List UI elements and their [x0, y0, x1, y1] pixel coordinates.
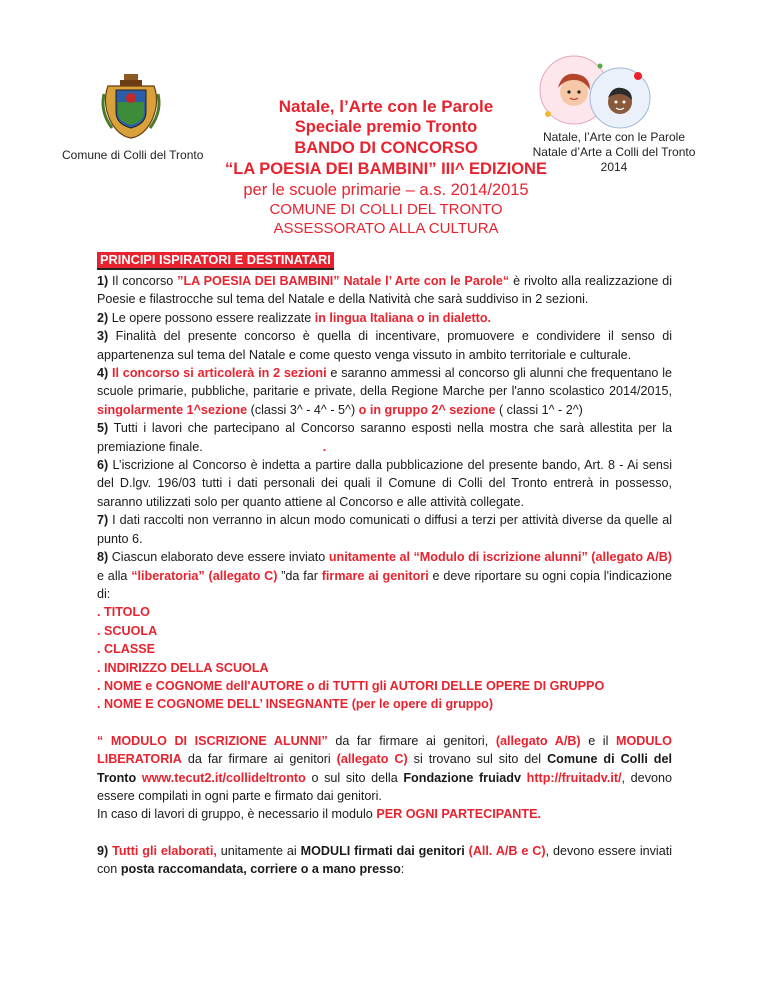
emphasis: MODULI firmati dai genitori	[300, 843, 465, 858]
list-item: . INDIRIZZO DELLA SCUOLA	[97, 660, 269, 675]
highlight: “liberatoria” (allegato C)	[131, 568, 278, 583]
text: In caso di lavori di gruppo, è necessario il modulo	[97, 807, 377, 822]
text: ”da far	[277, 568, 322, 583]
text: L’iscrizione al Concorso è indetta a partire dalla pubblicazione del presente bando, Art. 8 - Ai sensi del D.lgv. 196/03 tutti i dati personali dei quali il Comune di Colli del Tronto entrerà in possesso, saranno utilizzati solo per quanto attiene al Concorso e alle attività collegate.	[97, 458, 672, 509]
title-line-2: Speciale premio Tronto	[294, 118, 478, 136]
paragraph-number: 9)	[97, 843, 109, 858]
text: Finalità del presente concorso è quella di incentivare, promuovere e condividere il senso di appartenenza sul tema del Natale e come questo venga vissuto in ambito territoriale e culturale.	[97, 329, 672, 362]
paragraph-number: 2)	[97, 310, 109, 325]
text: Le opere possono essere realizzate	[108, 310, 315, 325]
fondazione-name: Fondazione fruiadv	[403, 770, 521, 785]
paragraph-1	[97, 272, 672, 309]
highlight: PER OGNI PARTECIPANTE.	[376, 807, 541, 822]
gruppo-paragraph	[97, 805, 672, 823]
highlight: singolarmente 1^sezione	[97, 402, 248, 417]
highlight: (All. A/B e C)	[468, 843, 546, 858]
paragraph-number: 5)	[97, 421, 109, 436]
title-line-6: COMUNE DI COLLI DEL TRONTO	[269, 201, 503, 218]
text: Ciascun elaborato deve essere inviato	[108, 550, 329, 565]
paragraph-8	[97, 548, 672, 603]
title-line-7: ASSESSORATO ALLA CULTURA	[273, 220, 499, 237]
comune-name: Comune di Colli del Tronto	[97, 752, 673, 785]
paragraph-4	[97, 364, 672, 419]
highlight: (allegato C)	[336, 752, 408, 767]
text: unitamente ai	[216, 843, 301, 858]
text: da far firmare ai genitori,	[327, 733, 496, 748]
requirements-list	[97, 603, 672, 713]
red-dot: .	[322, 439, 327, 454]
fondazione-link[interactable]: http://fruitadv.it/	[526, 770, 622, 785]
text: , devono essere inviati con	[97, 843, 673, 877]
title-block	[200, 96, 572, 238]
text: è rivolto alla realizzazione di Poesie e filastrocche sul tema del Natale e della Natività che sarà suddiviso in 2 sezioni.	[97, 274, 672, 307]
highlight: Il concorso si articolerà in 2 sezioni	[108, 366, 327, 381]
text: o sul sito della	[305, 770, 404, 785]
section-heading: PRINCIPI ISPIRATORI E DESTINATARI	[97, 252, 334, 270]
text: da far firmare ai genitori	[181, 752, 337, 767]
list-item: . NOME E COGNOME DELL’ INSEGNANTE (per le opere di gruppo)	[97, 697, 494, 712]
highlight: Tutti gli elaborati,	[112, 843, 217, 858]
side-label	[524, 130, 704, 175]
list-item: . CLASSE	[97, 642, 156, 657]
side-label-line-1: Natale, l’Arte con le Parole	[542, 130, 686, 144]
text: , devono essere compilati in ogni parte e firmato dai genitori.	[97, 770, 672, 803]
side-label-line-2: Natale d’Arte a Colli del Tronto 2014	[532, 145, 696, 174]
highlight: firmare ai genitori	[321, 568, 429, 583]
bando-content	[97, 251, 672, 879]
text: (classi 3^ - 4^ - 5^)	[247, 402, 359, 417]
highlight: in lingua Italiana o in dialetto.	[314, 310, 492, 325]
paragraph-3	[97, 327, 672, 364]
list-item: . SCUOLA	[97, 623, 158, 638]
paragraph-number: 4)	[97, 366, 109, 381]
comune-label: Comune di Colli del Tronto	[62, 148, 204, 162]
highlight: o in gruppo 2^ sezione	[358, 402, 496, 417]
paragraph-number: 7)	[97, 513, 109, 528]
text: :	[400, 862, 405, 877]
paragraph-number: 1)	[97, 274, 109, 288]
comune-link[interactable]: www.tecut2.it/collideltronto	[141, 770, 306, 785]
title-line-4: “LA POESIA DEI BAMBINI” III^ EDIZIONE	[225, 160, 547, 178]
highlight: ”LA POESIA DEI BAMBINI” Natale l’ Arte con le Parole“	[177, 274, 510, 288]
modulo-paragraph	[97, 732, 672, 806]
highlight: unitamente al “Modulo di iscrizione alunni” (allegato A/B)	[328, 550, 672, 565]
text: e deve riportare su ogni copia l'indicazione di:	[97, 568, 672, 601]
text: e il	[580, 733, 617, 748]
emphasis: posta raccomandata, corriere o a mano presso	[120, 862, 401, 877]
paragraph-number: 6)	[97, 458, 109, 473]
paragraph-6	[97, 456, 672, 511]
paragraph-7	[97, 511, 672, 548]
text: e saranno ammessi al concorso gli alunni che frequentano le scuole primarie, pubbliche, paritarie e private, della Regione Marche per l'anno scolastico 2014/2015,	[97, 366, 672, 399]
text: ( classi 1^ - 2^)	[495, 402, 583, 417]
text: I dati raccolti non verranno in alcun modo comunicati o diffusi a terzi per attività diverse da quelle al punto 6.	[97, 513, 672, 546]
spacer	[97, 824, 672, 842]
text: si trovano sul sito del	[407, 752, 548, 767]
paragraph-2	[97, 309, 672, 327]
text: Il concorso	[108, 274, 178, 288]
paragraph-5	[97, 419, 672, 456]
title-line-1: Natale, l’Arte con le Parole	[278, 97, 494, 116]
title-line-5: per le scuole primarie – a.s. 2014/2015	[243, 181, 529, 199]
spacer	[97, 714, 672, 732]
title-line-3: BANDO DI CONCORSO	[294, 139, 478, 157]
paragraph-number: 3)	[97, 329, 109, 344]
highlight: MODULO LIBERATORIA	[97, 733, 672, 767]
highlight: (allegato A/B)	[495, 733, 581, 748]
text: e alla	[97, 568, 132, 583]
comune-crest-icon	[100, 72, 162, 140]
list-item: . NOME e COGNOME dell'AUTORE o di TUTTI gli AUTORI DELLE OPERE DI GRUPPO	[97, 678, 605, 693]
paragraph-9	[97, 842, 672, 879]
list-item: . TITOLO	[97, 605, 150, 620]
paragraph-number: 8)	[97, 550, 109, 565]
text: Tutti i lavori che partecipano al Concorso saranno esposti nella mostra che sarà allestita per la premiazione finale.	[97, 421, 672, 454]
event-logo-icon	[536, 54, 654, 130]
highlight: “ MODULO DI ISCRIZIONE ALUNNI”	[97, 733, 328, 748]
